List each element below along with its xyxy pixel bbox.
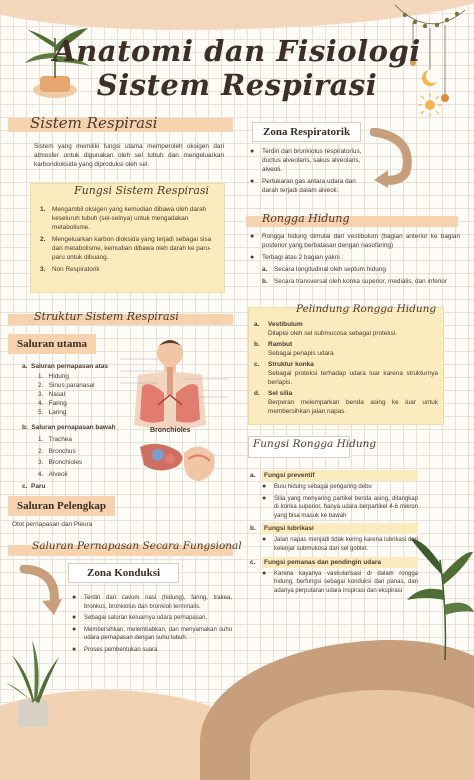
zona-respiratorik-item: ● Terdiri dari bronkiolus respiratorius, ductus alveolaris, sakus alveolaris, alveoli. — [250, 148, 362, 173]
saluran-pelengkap-text: Otot pernapasan dan Pleura — [12, 521, 93, 528]
fungsi-heading: Fungsi Sistem Respirasi — [74, 184, 210, 197]
saluran-utama-label: Saluran utama — [8, 334, 96, 354]
fungsi-rongga-group: a. Fungsi preventif ● Bulu hidung sebagai pengaring debu ● Silia yang menyaring partikel benda asing, ditangkap di konka superior, hanya udara berpartikel 4-6 mikron yang bisa masuk ke bawah — [250, 472, 418, 519]
fungsional-heading: Saluran Pernapasan Secara Fungsional — [32, 540, 242, 552]
rongga-item: ● Terbagi atas 2 bagian yakni : — [250, 254, 344, 261]
saluran-atas-item: 5. Laring — [38, 409, 67, 416]
saluran-atas-item: 2. Sinus paranasal — [38, 382, 95, 389]
pelindung-heading: Pelindung Rongga Hidung — [296, 303, 437, 315]
lungs-diagram-icon — [118, 335, 236, 495]
saluran-bawah-item: 1. Trachea — [38, 436, 72, 443]
diagram-caption: Bronchioles — [150, 427, 191, 434]
page-title-line1: Anatomi dan Fisiologi — [53, 34, 421, 68]
saluran-bawah-item: 2. Bronchus — [38, 447, 76, 455]
saluran-bawah: b. Saluran pernapasan bawah 1. Trachea 2. Bronchus 3. Bronchioles 4. Alveoli c. Paru — [22, 423, 132, 491]
curved-arrow-icon — [370, 128, 414, 188]
rongga-list — [250, 232, 460, 289]
fungsi-rongga-list — [250, 470, 418, 598]
page-title-line2: Sistem Respirasi — [96, 68, 378, 102]
zona-konduksi-item: ● Proses pembentukan suara — [72, 645, 158, 653]
rongga-item: ● Rongga hidung dimulai dari vestibulum (bagian anterior ke bagian posterior yang berbatasan dengan nasofaring) — [250, 233, 460, 249]
saluran-atas-item: 4. Faring — [38, 400, 67, 407]
zona-respiratorik-item: ● Pertukaran gas antara udara dan darah terjadi dalam alveoli. — [250, 178, 356, 194]
fungsi-item: 1. Mengambil oksigen yang kemudian dibawa oleh darah keseluruh tubuh (sel-selnya) untuk mengadakan metabolisme. — [40, 206, 207, 231]
fungsi-rongga-heading: Fungsi Rongga Hidung — [253, 438, 377, 450]
rongga-sub-item: a. Secara longitudinal oleh septum hidung — [262, 266, 386, 273]
potted-plant-icon — [4, 635, 64, 730]
saluran-atas-item: 3. Nasal — [38, 391, 66, 398]
zona-konduksi-item: ● Membersihkan, melembabkan, dan menyamakan suhu udara pernapasan dengan suhu tubuh. — [72, 625, 232, 642]
rongga-sub-item: b. Secara transversal oleh konka superior, medialis, dan inferior — [262, 278, 447, 285]
zona-respiratorik-label: Zona Respiratorik — [252, 122, 361, 142]
pelindung-list — [254, 320, 438, 419]
pelindung-item: a. Vestibulum Dilapisi oleh sel submucosa sebagai proteksi. — [254, 321, 397, 337]
sistem-description: Sistem yang memiliki fungsi utama memperoleh oksigen dari atmosfer untuk digunakan oleh sel tubuh dan mengeluarkan karbondioksida yang diproduksi oleh sel. — [34, 143, 224, 168]
zona-konduksi-item: ● Terdiri dari cavum nasi (hidung), faring, trakea, bronkus, bronkiolus dan bronkioli terminalis. — [72, 594, 232, 610]
fungsi-rongga-group: b. Fungsi lubrikasi ● Jalan napas menjadi tidak kering karena lubrikasi dari kelenjar submukosa dan sel goblet. — [250, 525, 418, 552]
saluran-atas-item: 1. Hidung — [38, 373, 69, 380]
zona-konduksi-list — [72, 594, 232, 658]
rongga-heading: Rongga Hidung — [262, 212, 350, 225]
pelindung-item: b. Rambut Sebagai penapis udara — [254, 341, 334, 357]
fungsi-rongga-group: c. Fungsi pemanas dan pendingin udara ● Karena kayanya vaskularisasi di dalam rongga hidung, berfungsi sebagai konduksi dari panas, dan adanya perputaran udara inspirasi dan ekspirasi — [250, 558, 418, 594]
zona-konduksi-item: ● Sebagai saluran keluarnya udara pernapasan. — [72, 614, 208, 622]
zona-konduksi-label: Zona Konduksi — [68, 563, 179, 583]
zona-respiratorik-list — [250, 147, 372, 198]
fungsi-item: 3. Non Respiratorik — [40, 266, 100, 273]
curved-arrow-icon — [18, 565, 62, 617]
pelindung-item: d. Sel silia Berperan melemparkan benda asing ke luar untuk membersihkan jalan napas. — [254, 390, 438, 415]
fungsi-list — [40, 205, 216, 277]
sistem-heading: Sistem Respirasi — [30, 114, 158, 132]
saluran-pelengkap-label: Saluran Pelengkap — [8, 496, 115, 516]
fungsi-item: 2. Mengeluarkan karbon dioksida yang terjadi sebagai sisa dari metabolisme, kemudian dibawa oleh darah ke paru-paru untuk dibuang. — [40, 236, 212, 261]
saluran-bawah-item: 3. Bronchioles — [38, 459, 83, 466]
struktur-heading: Struktur Sistem Respirasi — [34, 310, 179, 323]
saluran-bawah-item: 4. Alveoli — [38, 470, 68, 478]
pelindung-item: c. Struktur konka Sebagai proteksi terhadap udara luar karena strukturnya berlapis. — [254, 361, 438, 386]
saluran-atas: a. Saluran pernapasan atas 1. Hidung 2. Sinus paranasal 3. Nasal 4. Faring 5. Laring — [22, 362, 132, 417]
